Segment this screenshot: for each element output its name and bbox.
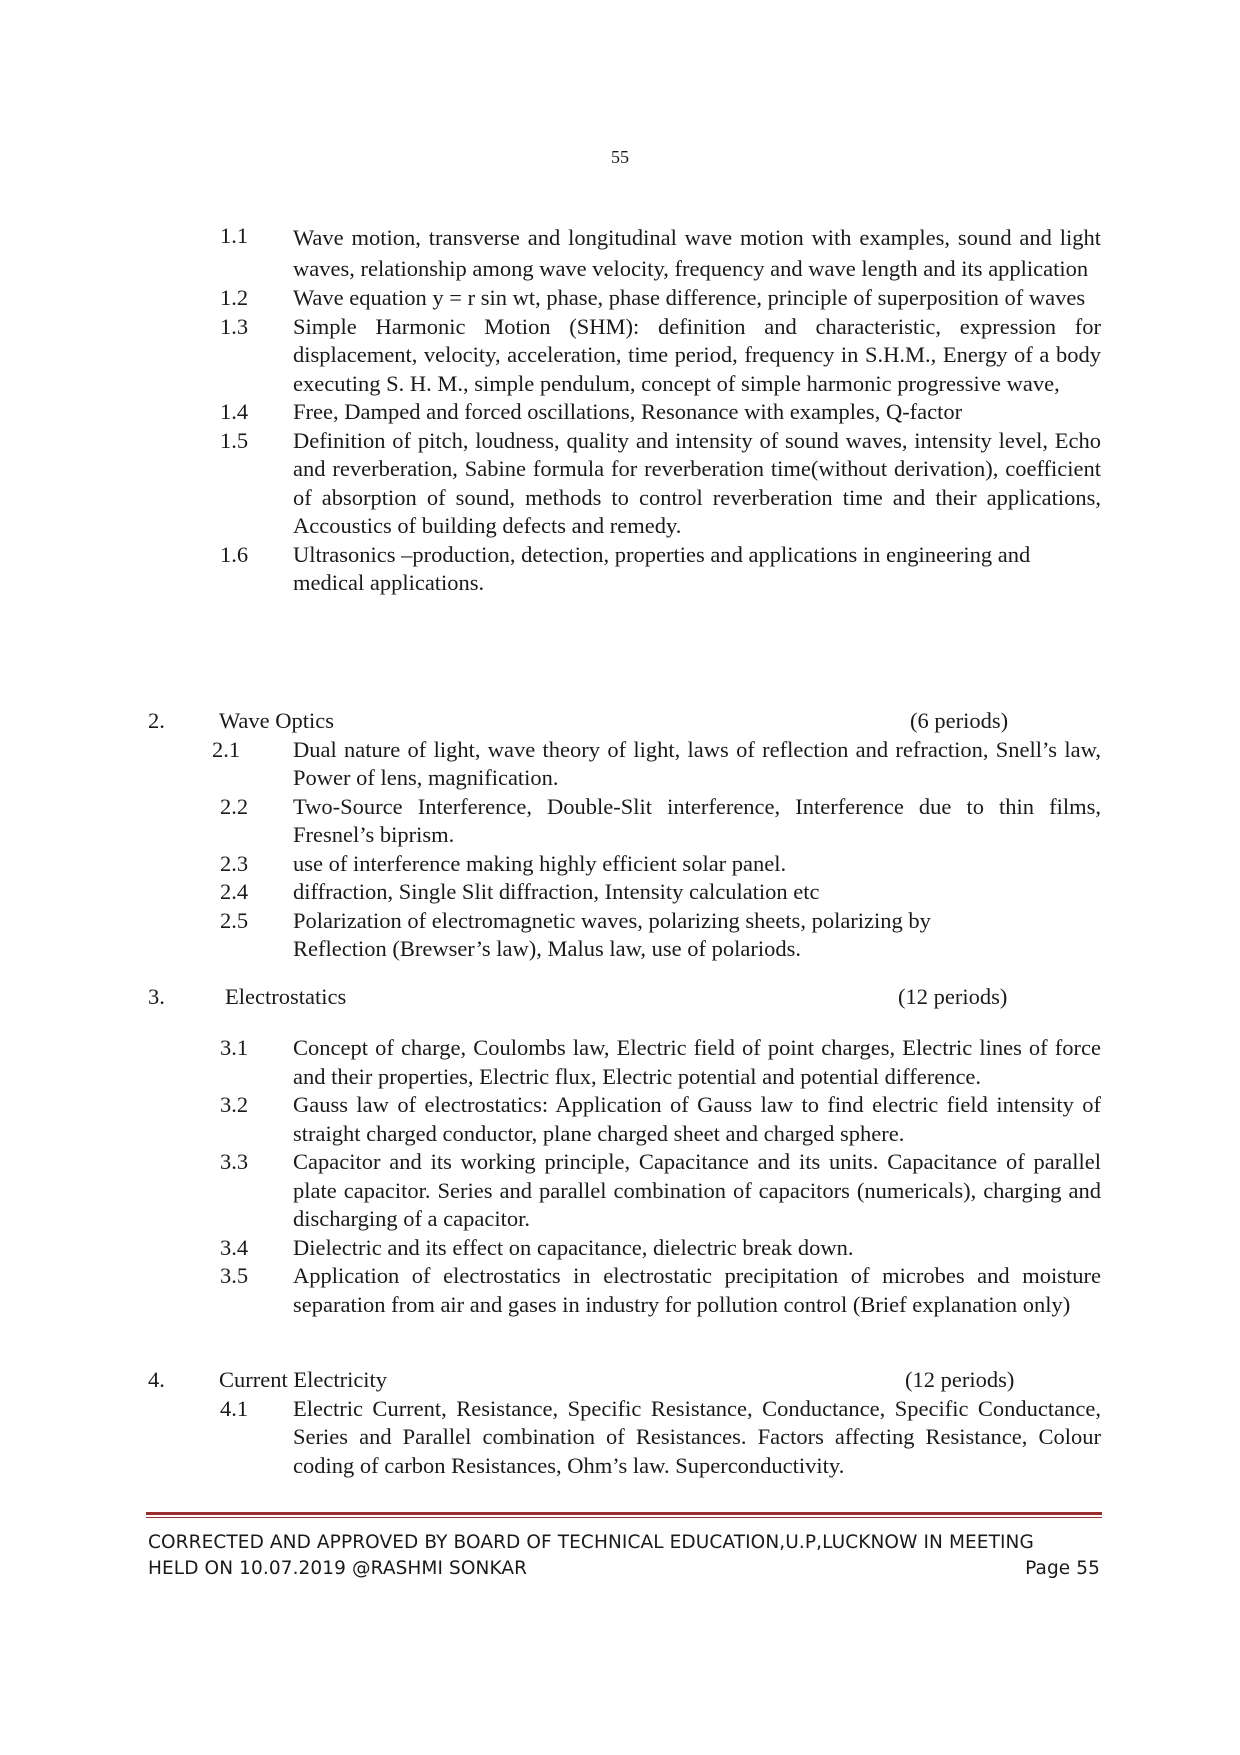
footer-page-label: Page 55 [1025, 1558, 1100, 1579]
section-4 [0, 1366, 1240, 1480]
list-item [0, 1091, 1240, 1148]
item-text: Definition of pitch, loudness, quality and intensity of sound waves, intensity level, Echo and reverberation, Sabine formula for reverberation time(without derivation), coefficient of absorption of sound, methods to control reverberation time and their applications, Accoustics of building defects and remedy. [293, 427, 1101, 538]
item-text: Wave equation y = r sin wt, phase, phase difference, principle of superposition of waves [293, 285, 1086, 310]
section-title: Electrostatics [225, 984, 347, 1009]
item-number: 4.1 [220, 1395, 249, 1421]
section-heading [0, 707, 1240, 736]
footer-divider [146, 1512, 1102, 1515]
item-number: 3.4 [220, 1234, 249, 1260]
item-number: 3.2 [220, 1092, 249, 1117]
item-text: Two-Source Interference, Double-Slit interference, Interference due to thin films, Fresnel’s biprism. [293, 793, 1101, 847]
section-number: 2. [148, 708, 165, 733]
footer-divider-thin [146, 1517, 1102, 1518]
item-number: 1.2 [220, 285, 249, 310]
item-number: 2.2 [220, 793, 249, 819]
list-item [0, 284, 1240, 313]
section-title: Wave Optics [219, 708, 335, 733]
item-number: 1.5 [220, 427, 249, 453]
section-3 [0, 983, 1240, 1012]
item-number: 1.1 [220, 223, 249, 248]
item-number: 3.1 [220, 1035, 249, 1060]
list-item [0, 541, 1240, 598]
list-item [0, 850, 1240, 879]
list-item [0, 1034, 1240, 1091]
item-text: Dual nature of light, wave theory of light, laws of reflection and refraction, Snell’s law, Power of lens, magnification. [293, 736, 1101, 790]
list-item [0, 1262, 1240, 1319]
item-text: Free, Damped and forced oscillations, Resonance with examples, Q-factor [293, 399, 963, 424]
section-heading [0, 1366, 1240, 1395]
list-item [0, 398, 1240, 427]
list-item [0, 736, 1240, 793]
section-title: Current Electricity [219, 1367, 388, 1392]
item-number: 2.1 [212, 736, 241, 762]
item-text: Dielectric and its effect on capacitance, dielectric break down. [293, 1234, 854, 1260]
list-item [0, 1395, 1240, 1481]
footer-line-2-row [148, 1556, 1100, 1582]
list-item [0, 907, 1240, 964]
list-item [0, 313, 1240, 399]
section-1-items [0, 222, 1240, 598]
section-3-items [0, 1034, 1240, 1319]
item-text: Application of electrostatics in electrostatic precipitation of microbes and moisture separation from air and gases in industry for pollution control (Brief explanation only) [293, 1263, 1101, 1317]
section-number: 4. [148, 1367, 165, 1392]
footer-line-2: HELD ON 10.07.2019 @RASHMI SONKAR [148, 1558, 528, 1579]
page-number: 55 [611, 147, 629, 167]
item-text: diffraction, Single Slit diffraction, Intensity calculation etc [293, 879, 820, 904]
item-text: Ultrasonics –production, detection, properties and applications in engineering and medical applications. [293, 541, 1031, 595]
item-number: 2.4 [220, 879, 249, 904]
item-text: Electric Current, Resistance, Specific Resistance, Conductance, Specific Conductance, Series and Parallel combination of Resistances. Factors affecting Resistance, Colour coding of carbon Resistances, Ohm’s law. Superconductivity. [293, 1395, 1101, 1478]
item-text: Gauss law of electrostatics: Application of Gauss law to find electric field intensity of straight charged conductor, plane charged sheet and charged sphere. [293, 1092, 1101, 1146]
section-periods: (12 periods) [905, 1367, 1015, 1392]
list-item [0, 793, 1240, 850]
list-item [0, 427, 1240, 541]
section-periods: (6 periods) [910, 708, 1009, 733]
list-item [0, 222, 1240, 284]
item-number: 1.3 [220, 313, 249, 339]
item-text: Capacitor and its working principle, Capacitance and its units. Capacitance of parallel plate capacitor. Series and parallel combination of capacitors (numericals), charging and discharging of a capacitor. [293, 1149, 1101, 1231]
item-text: Simple Harmonic Motion (SHM): definition and characteristic, expression for displacement, velocity, acceleration, time period, frequency in S.H.M., Energy of a body executing S. H. M., simple pendulum, concept of simple harmonic progressive wave, [293, 313, 1101, 396]
item-text: Polarization of electromagnetic waves, polarizing sheets, polarizing by Reflection (Brewser’s law), Malus law, use of polariods. [293, 907, 931, 961]
item-number: 1.4 [220, 399, 249, 424]
item-text: use of interference making highly efficient solar panel. [293, 850, 787, 876]
list-item [0, 1234, 1240, 1263]
list-item [0, 878, 1240, 907]
footer-line-1: CORRECTED AND APPROVED BY BOARD OF TECHNICAL EDUCATION,U.P,LUCKNOW IN MEETING [148, 1532, 1034, 1553]
item-text: Concept of charge, Coulombs law, Electric field of point charges, Electric lines of force and their properties, Electric flux, Electric potential and potential difference. [293, 1035, 1101, 1089]
item-number: 2.3 [220, 850, 249, 876]
item-number: 1.6 [220, 541, 249, 567]
item-number: 3.3 [220, 1149, 249, 1174]
page-footer [148, 1530, 1100, 1582]
item-number: 3.5 [220, 1263, 249, 1288]
section-2 [0, 707, 1240, 964]
section-periods: (12 periods) [898, 984, 1008, 1009]
section-heading [0, 983, 1240, 1012]
list-item [0, 1148, 1240, 1234]
section-number: 3. [148, 984, 165, 1009]
item-number: 2.5 [220, 907, 249, 933]
item-text: Wave motion, transverse and longitudinal wave motion with examples, sound and light waves, relationship among wave velocity, frequency and wave length and its application [293, 225, 1101, 281]
